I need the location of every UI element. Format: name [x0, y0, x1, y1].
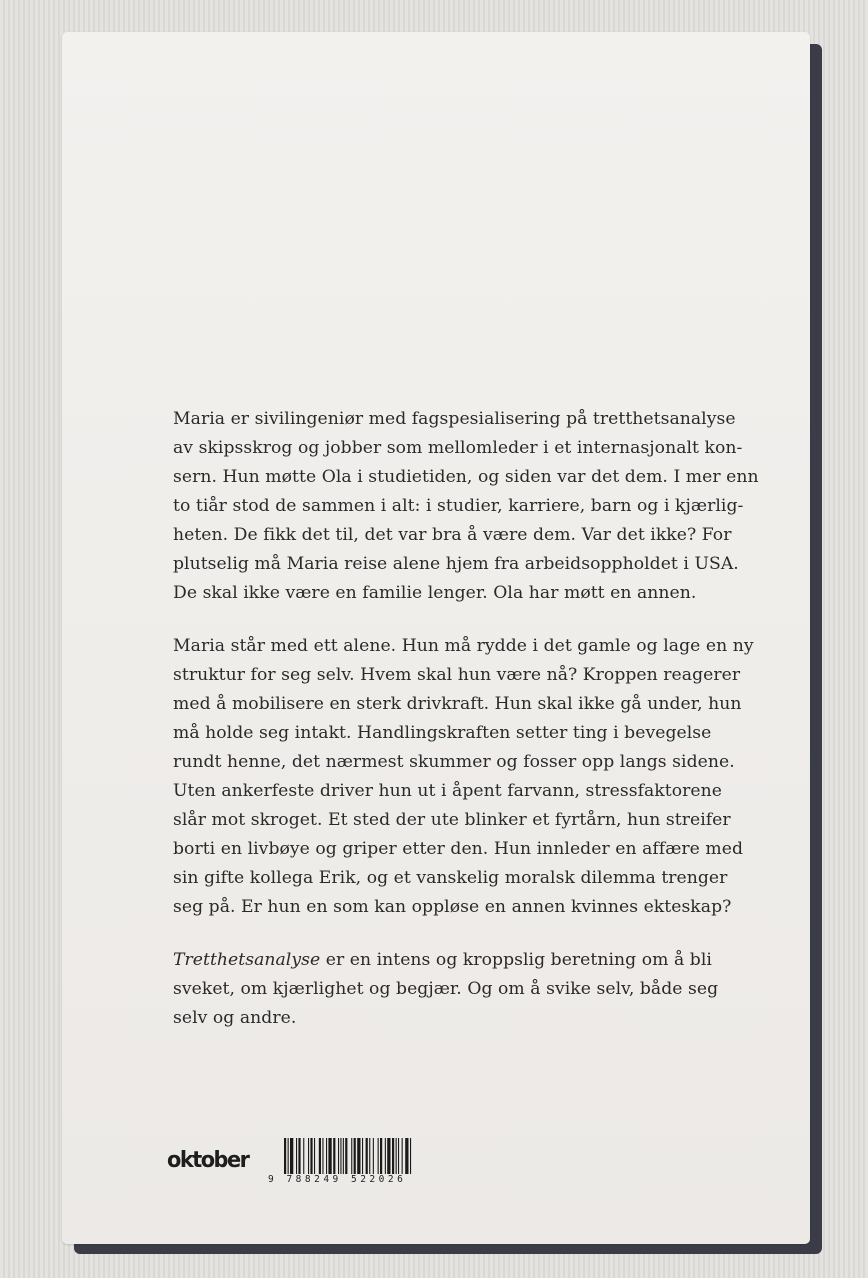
barcode-bar [366, 1138, 368, 1174]
barcode-bar [319, 1138, 321, 1174]
barcode-bar [392, 1138, 394, 1174]
barcode-bar [343, 1138, 344, 1174]
barcode-bar [340, 1138, 341, 1174]
barcode-bar [333, 1138, 335, 1174]
barcode-bar [387, 1138, 390, 1174]
blurb-line: seg på. Er hun en som kan oppløse en annen kvinnes ekteskap? [173, 897, 732, 917]
barcode-bar [402, 1138, 403, 1174]
isbn-barcode [268, 1138, 450, 1188]
blurb-line: struktur for seg selv. Hvem skal hun være nå? Kroppen reagerer [173, 665, 741, 685]
blurb-line: selv og andre. [173, 1008, 297, 1028]
barcode-bar [345, 1138, 347, 1174]
blurb-line: plutselig må Maria reise alene hjem fra arbeidsoppholdet i USA. [173, 554, 739, 574]
barcode-bar [396, 1138, 397, 1174]
blurb-line: to tiår stod de sammen i alt: i studier, karriere, barn og i kjærlig- [173, 496, 744, 516]
barcode-bar [288, 1138, 289, 1174]
barcode-bar [303, 1138, 304, 1174]
blurb-line: Maria er sivilingeniør med fagspesialisering på tretthetsanalyse [173, 409, 736, 429]
back-cover-blurb [173, 405, 759, 1033]
barcode-bar [378, 1138, 379, 1174]
barcode-bar [322, 1138, 323, 1174]
blurb-line: Maria står med ett alene. Hun må rydde i det gamle og lage en ny [173, 636, 754, 656]
barcode-bar [351, 1138, 352, 1174]
blurb-line [173, 946, 733, 975]
barcode-bar [362, 1138, 363, 1174]
barcode-bars [284, 1138, 450, 1174]
barcode-bar [308, 1138, 309, 1174]
barcode-bar [298, 1138, 300, 1174]
isbn-number: 9 788249 522026 [268, 1174, 407, 1185]
barcode-bar [354, 1138, 356, 1174]
barcode-bar [373, 1138, 374, 1174]
barcode-bar [338, 1138, 339, 1174]
blurb-line: må holde seg intakt. Handlingskraften setter ting i bevegelse [173, 723, 712, 743]
blurb-line: sin gifte kollega Erik, og et vanskelig moralsk dilemma trenger [173, 868, 728, 888]
barcode-bar [326, 1138, 327, 1174]
blurb-line: av skipsskrog og jobber som mellomleder i et internasjonalt kon- [173, 438, 743, 458]
blurb-line: rundt henne, det nærmest skummer og fosser opp langs sidene. [173, 752, 735, 772]
barcode-bar [369, 1138, 370, 1174]
blurb-line-rest: er en intens og kroppslig beretning om å bli [320, 950, 712, 970]
blurb-line: sveket, om kjærlighet og begjær. Og om å svike selv, både seg [173, 979, 719, 999]
publisher-logo: oktober [167, 1148, 249, 1173]
barcode-bar [290, 1138, 293, 1174]
barcode-bar [405, 1138, 408, 1174]
barcode-bar [385, 1138, 386, 1174]
barcode-bar [410, 1138, 411, 1174]
blurb-line: sern. Hun møtte Ola i studietiden, og siden var det dem. I mer enn [173, 467, 759, 487]
book-title-italic: Tretthetsanalyse [173, 950, 321, 970]
barcode-bar [357, 1138, 360, 1174]
barcode-bar [328, 1138, 331, 1174]
blurb-line: De skal ikke være en familie lenger. Ola har møtt en annen. [173, 583, 697, 603]
blurb-line: med å mobilisere en sterk drivkraft. Hun skal ikke gå under, hun [173, 694, 742, 714]
blurb-line: Uten ankerfeste driver hun ut i åpent farvann, stressfaktorene [173, 781, 722, 801]
barcode-bar [314, 1138, 315, 1174]
barcode-bar [310, 1138, 312, 1174]
blurb-line: borti en livbøye og griper etter den. Hun innleder en affære med [173, 839, 744, 859]
blurb-line: heten. De fikk det til, det var bra å være dem. Var det ikke? For [173, 525, 732, 545]
barcode-bar [398, 1138, 399, 1174]
blurb-line: slår mot skroget. Et sted der ute blinker et fyrtårn, hun streifer [173, 810, 731, 830]
barcode-bar [380, 1138, 382, 1174]
barcode-bar [284, 1138, 286, 1174]
barcode-bar [296, 1138, 297, 1174]
